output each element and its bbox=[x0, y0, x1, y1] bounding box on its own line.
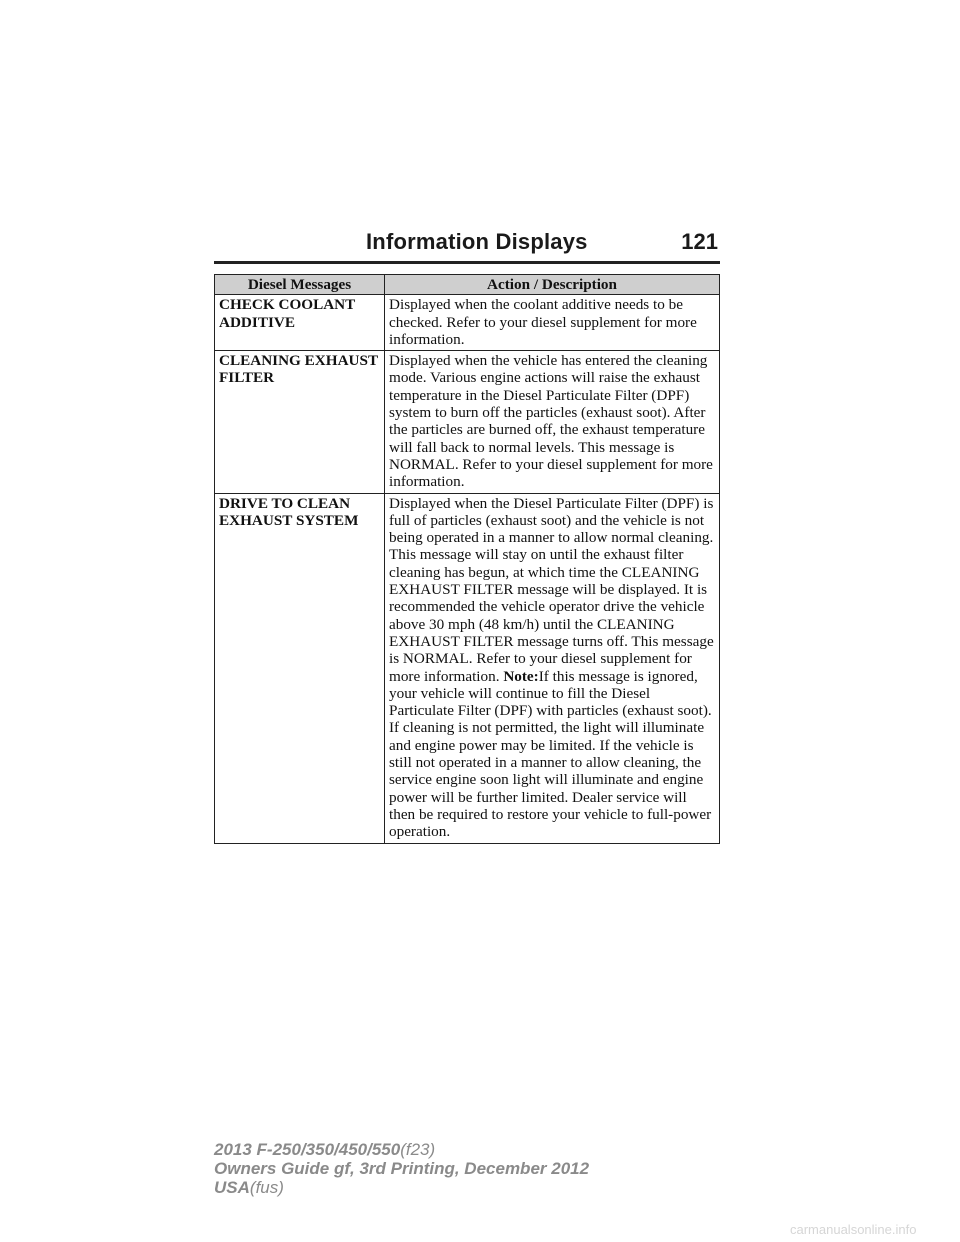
page-header bbox=[214, 226, 720, 264]
column-header-messages: Diesel Messages bbox=[215, 275, 385, 295]
footer-model: 2013 F-250/350/450/550 bbox=[214, 1140, 401, 1159]
note-label: Note: bbox=[503, 667, 539, 685]
footer-market-code: (fus) bbox=[249, 1178, 284, 1197]
message-description: Displayed when the Diesel Particulate Filter (DPF) is full of particles (exhaust soot) and the vehicle is not being operated in a manner to allow normal cleaning. This message will stay on until the exhaust filter cleaning has begun, at which time the CLEANING EXHAUST FILTER message will be displayed. It is recommended the vehicle operator drive the vehicle above 30 mph (48 km/h) until the CLEANING EXHAUST FILTER message turns off. This message is NORMAL. Refer to your diesel supplement for more information. bbox=[389, 494, 714, 685]
message-name: CLEANING EXHAUST FILTER bbox=[215, 351, 385, 493]
footer-model-code: (f23) bbox=[400, 1140, 436, 1159]
footer-line-1 bbox=[214, 1140, 589, 1159]
footer-market: USA bbox=[214, 1178, 250, 1197]
document-footer bbox=[214, 1140, 589, 1197]
section-title: Information Displays bbox=[366, 229, 588, 254]
message-description: Displayed when the coolant additive needs to be checked. Refer to your diesel supplement for more information. bbox=[385, 295, 720, 351]
message-description-with-note bbox=[385, 493, 720, 843]
message-name: CHECK COOLANT ADDITIVE bbox=[215, 295, 385, 351]
diesel-messages-table bbox=[214, 274, 720, 844]
page-number: 121 bbox=[681, 229, 718, 254]
table-row bbox=[215, 493, 720, 843]
table-row bbox=[215, 295, 720, 351]
column-header-description: Action / Description bbox=[385, 275, 720, 295]
message-name: DRIVE TO CLEAN EXHAUST SYSTEM bbox=[215, 493, 385, 843]
watermark-text: carmanualsonline.info bbox=[790, 1222, 917, 1237]
footer-line-2: Owners Guide gf, 3rd Printing, December 2012 bbox=[214, 1159, 590, 1178]
message-description: Displayed when the vehicle has entered the cleaning mode. Various engine actions will raise the exhaust temperature in the Diesel Particulate Filter (DPF) system to burn off the particles (exhaust soot). After the particles are burned off, the exhaust temperature will fall back to normal levels. This message is NORMAL. Refer to your diesel supplement for more information. bbox=[385, 351, 720, 493]
note-text: If this message is ignored, your vehicle will continue to fill the Diesel Particulate Filter (DPF) with particles (exhaust soot). If cleaning is not permitted, the light will illuminate and engine power may be limited. If the vehicle is still not operated in a manner to allow cleaning, the service engine soon light will illuminate and engine power will be further limited. Dealer service will then be required to restore your vehicle to full-power operation. bbox=[389, 667, 712, 841]
table-row bbox=[215, 351, 720, 493]
table-header-row bbox=[215, 275, 720, 295]
footer-line-3 bbox=[214, 1178, 589, 1197]
